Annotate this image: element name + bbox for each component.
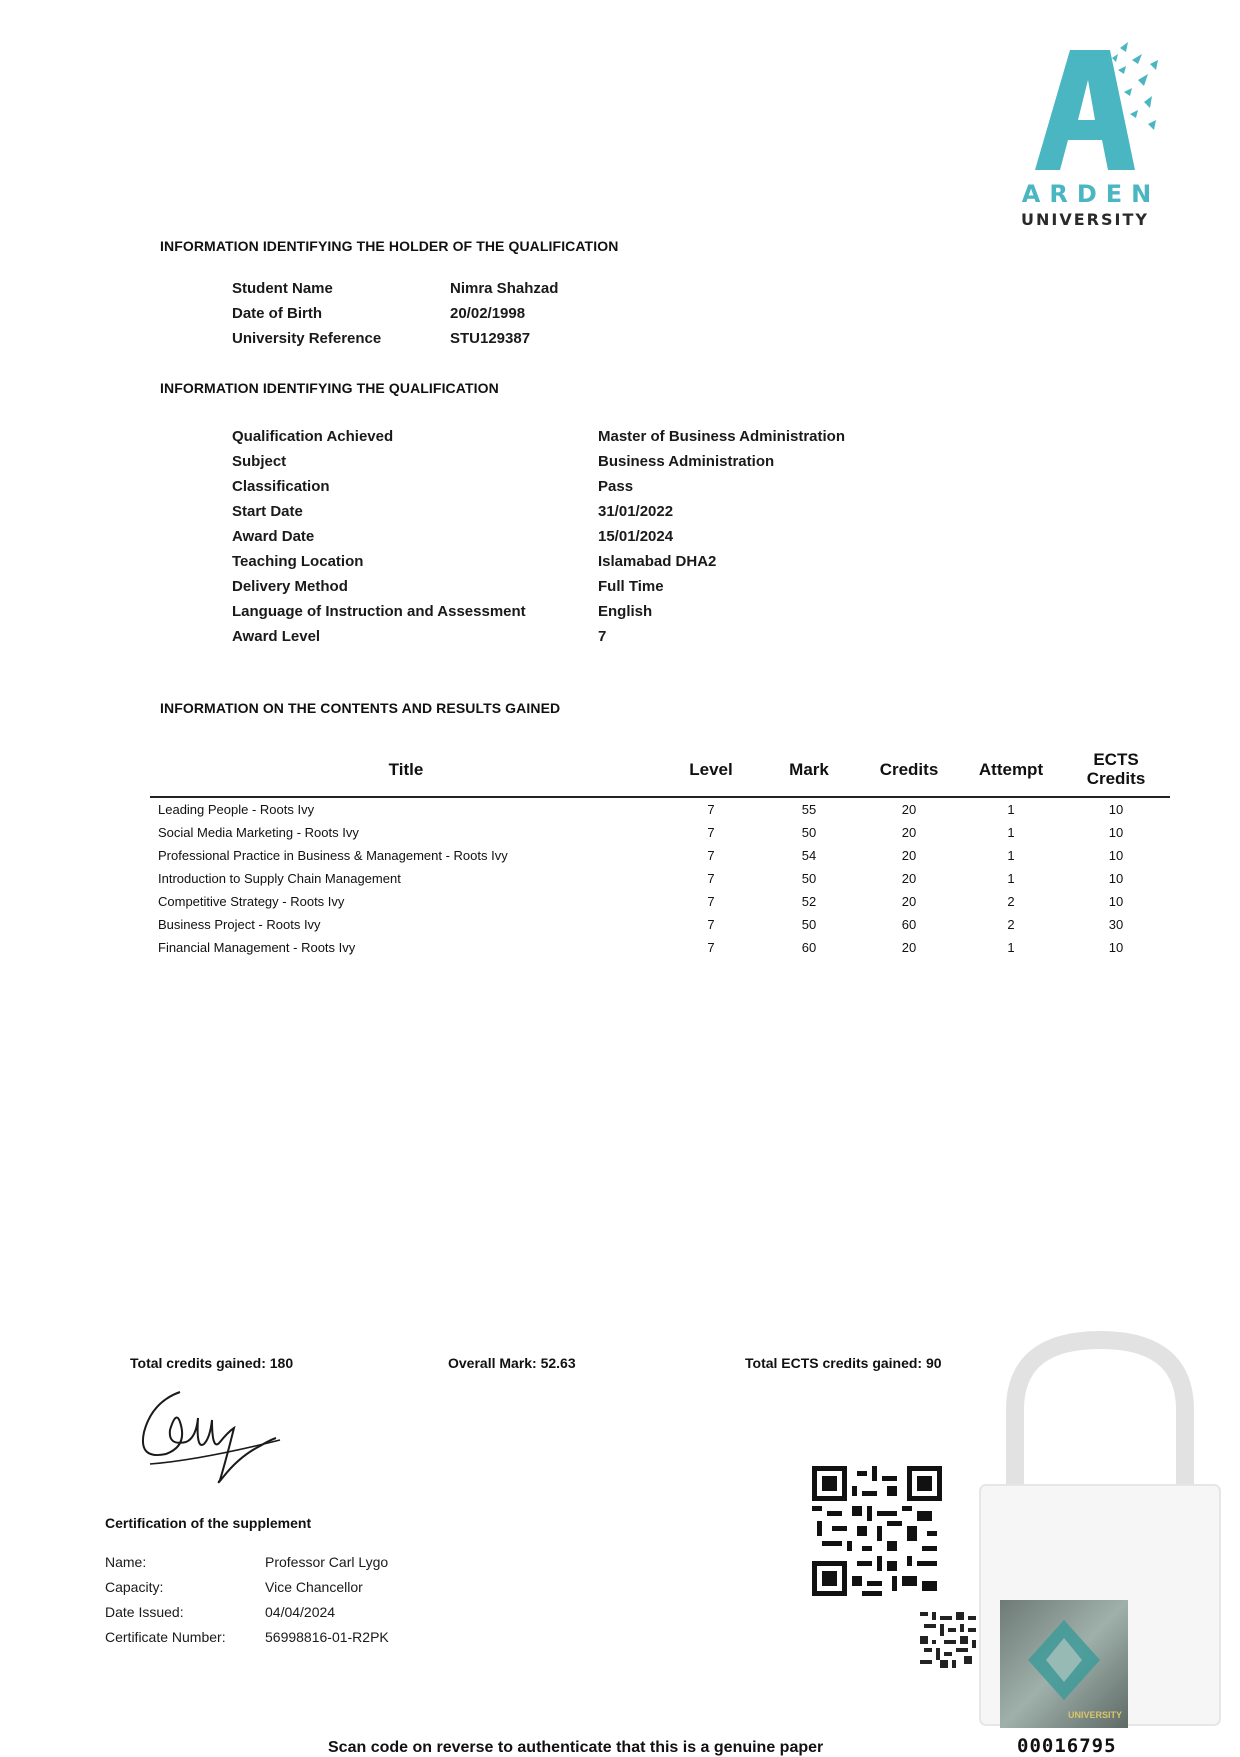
module-mark: 50 [801,825,817,840]
cert-field-name [105,1550,565,1575]
field-value: 56998816-01-R2PK [265,1629,389,1645]
module-ects: 10 [1108,871,1124,886]
certification-fields [105,1550,565,1650]
cert-field-date-issued [105,1600,565,1625]
field-value: 04/04/2024 [265,1604,336,1620]
field-delivery-method [232,574,932,599]
signature [130,1380,290,1490]
module-attempt: 1 [1007,871,1015,886]
logo-wordmark: ARDEN [1021,180,1161,208]
module-credits: 20 [901,802,917,817]
field-label: Teaching Location [232,553,364,570]
field-label: Date of Birth [232,305,322,322]
col-header-mark: Mark [789,759,829,779]
ects-header-line-1: ECTS [1093,750,1139,769]
module-credits: 20 [901,825,917,840]
table-row [150,867,1170,890]
cert-field-capacity [105,1575,565,1600]
ects-header-line-2: Credits [1086,769,1146,788]
hologram-pattern [1000,1600,1128,1728]
field-value: 31/01/2022 [598,503,674,520]
module-ects: 10 [1108,848,1124,863]
certification-title: Certification of the supplement [105,1515,312,1531]
field-value: Nimra Shahzad [450,280,559,297]
col-header-level: Level [689,759,733,779]
col-header-attempt: Attempt [978,759,1044,779]
module-attempt: 2 [1007,894,1015,909]
module-credits: 20 [901,848,917,863]
module-mark: 54 [801,848,817,863]
holder-section-title: INFORMATION IDENTIFYING THE HOLDER OF THE QUALIFICATION [160,238,619,254]
module-mark: 50 [801,871,817,886]
field-label: Language of Instruction and Assessment [232,603,526,620]
total-ects: Total ECTS credits gained: 90 [745,1355,942,1371]
field-value: Pass [598,478,634,495]
field-label: Subject [232,453,287,470]
field-label: University Reference [232,330,382,347]
field-classification [232,474,932,499]
total-credits: Total credits gained: 180 [130,1355,294,1371]
module-level: 7 [707,825,715,840]
field-value: Full Time [598,578,664,595]
field-qualification-achieved [232,424,932,449]
field-value: 20/02/1998 [450,305,526,322]
table-row [150,844,1170,867]
results-table [150,750,1170,959]
module-mark: 60 [801,940,817,955]
field-student-name [232,276,632,301]
module-credits: 20 [901,940,917,955]
field-value: Business Administration [598,453,775,470]
field-value: 7 [598,628,607,645]
authentication-note: Scan code on reverse to authenticate that this is a genuine paper [328,1739,824,1756]
field-label: Certificate Number: [105,1629,226,1645]
module-attempt: 1 [1007,802,1015,817]
module-title: Leading People - Roots Ivy [158,802,315,817]
serial-number: 00016795 [1017,1735,1117,1757]
field-value: Islamabad DHA2 [598,553,717,570]
results-section-title: INFORMATION ON THE CONTENTS AND RESULTS GAINED [160,700,561,716]
field-label: Delivery Method [232,578,348,595]
field-label: Student Name [232,280,333,297]
module-level: 7 [707,848,715,863]
cert-field-certificate-number [105,1625,565,1650]
field-value: STU129387 [450,330,531,347]
module-title: Financial Management - Roots Ivy [158,940,356,955]
module-title: Competitive Strategy - Roots Ivy [158,894,345,909]
field-value: Professor Carl Lygo [265,1554,389,1570]
module-level: 7 [707,940,715,955]
field-award-level [232,624,932,649]
logo-a-mark [1000,40,1170,180]
module-mark: 52 [801,894,817,909]
col-header-title: Title [388,759,424,779]
table-row [150,936,1170,959]
module-attempt: 1 [1007,848,1015,863]
module-attempt: 1 [1007,940,1015,955]
module-level: 7 [707,871,715,886]
table-row [150,797,1170,821]
module-level: 7 [707,802,715,817]
module-level: 7 [707,894,715,909]
module-level: 7 [707,917,715,932]
module-mark: 55 [801,802,817,817]
module-attempt: 2 [1007,917,1015,932]
module-ects: 10 [1108,825,1124,840]
qr-code-icon [812,1466,942,1596]
module-credits: 20 [901,894,917,909]
module-title: Business Project - Roots Ivy [158,917,321,932]
results-header-row [150,750,1170,797]
hologram-label: UNIVERSITY [1067,1710,1122,1720]
field-language [232,599,932,624]
arden-university-logo [1000,40,1170,240]
overall-mark: Overall Mark: 52.63 [448,1355,576,1371]
holder-fields [232,276,632,351]
small-qr-code-icon [920,1612,976,1668]
module-title: Social Media Marketing - Roots Ivy [158,825,359,840]
module-credits: 60 [901,917,917,932]
module-attempt: 1 [1007,825,1015,840]
field-start-date [232,499,932,524]
field-label: Classification [232,478,330,495]
module-ects: 10 [1108,894,1124,909]
module-ects: 30 [1108,917,1124,932]
field-subject [232,449,932,474]
module-title: Introduction to Supply Chain Management [158,871,401,886]
field-label: Qualification Achieved [232,428,394,445]
module-ects: 10 [1108,940,1124,955]
field-teaching-location [232,549,932,574]
field-award-date [232,524,932,549]
module-title: Professional Practice in Business & Management - Roots Ivy [158,848,508,863]
module-mark: 50 [801,917,817,932]
qualification-fields [232,424,932,649]
security-hologram [1000,1600,1128,1728]
field-label: Start Date [232,503,303,520]
module-ects: 10 [1108,802,1124,817]
table-row [150,821,1170,844]
qualification-section-title: INFORMATION IDENTIFYING THE QUALIFICATION [160,380,499,396]
logo-subtitle: UNIVERSITY [1021,210,1149,229]
field-value: Vice Chancellor [265,1579,363,1595]
field-value: Master of Business Administration [598,428,845,445]
col-header-ects-credits [1062,750,1170,797]
col-header-credits: Credits [879,759,939,779]
field-label: Date Issued: [105,1604,184,1620]
field-value: 15/01/2024 [598,528,674,545]
field-label: Capacity: [105,1579,164,1595]
table-row [150,913,1170,936]
field-label: Name: [105,1554,147,1570]
field-date-of-birth [232,301,632,326]
field-value: English [598,603,653,620]
field-label: Award Date [232,528,315,545]
field-label: Award Level [232,628,321,645]
table-row [150,890,1170,913]
field-university-reference [232,326,632,351]
module-credits: 20 [901,871,917,886]
